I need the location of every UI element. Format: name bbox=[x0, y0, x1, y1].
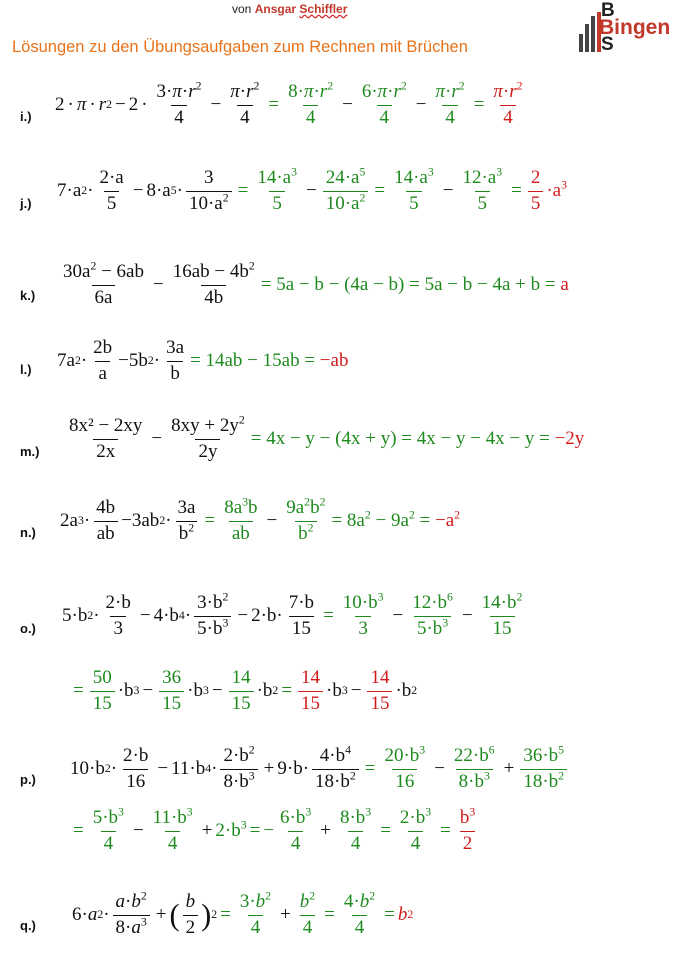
task-label-k: k.) bbox=[20, 288, 36, 303]
task-label-j: j.) bbox=[20, 196, 32, 211]
task-label-l: l.) bbox=[20, 362, 32, 377]
task-o-equation-line2: = $\frac{50}{15}$ ·b 3 − $\frac{36}{15}$ ·b 3 − $\frac{14}{15}$ ·b 2 = $\frac{14}{15}$ ·b 3 − $\frac{14}{15}$ ·b 2 bbox=[73, 667, 418, 714]
logo-bars-icon bbox=[579, 12, 601, 52]
task-label-m: m.) bbox=[20, 444, 40, 459]
task-p-equation-line1: 10·b 2 · $\frac{2\cdot b}{16}$ − 11·b 4 · $\frac{2\cdot b^2}{8\cdot b^3}$ + 9·b· $\frac{4\cdot b^4}{18\cdot b^2}$ = $\frac{20\cdot b^3}{16}$ − $\frac{22\cdot b^6}{8\cdot b^3}$ + $\frac{36\cdot b^5}{18\cdot b^2}$ bbox=[70, 746, 570, 793]
task-label-o: o.) bbox=[20, 621, 36, 636]
task-label-i: i.) bbox=[20, 109, 32, 124]
task-j-equation: 7·a 2 · $\frac{2\cdot a}{5}$ − 8·a 5 · $\frac{3}{10\cdot a^2}$ = $\frac{14\cdot a^3}{5}$ − $\frac{24\cdot a^5}{10\cdot a^2}$ = $\frac{14\cdot a^3}{5}$ − $\frac{12\cdot a^3}{5}$ = $\frac{2}{5}$ $\cdot a^3$ bbox=[57, 165, 567, 214]
task-label-p: p.) bbox=[20, 772, 36, 787]
task-i-equation: 2 · π · r 2 − 2 · $\frac{3\cdot\pi\cdot r^2}{4}$ − $\frac{\pi\cdot r^2}{4}$ = $\frac{8\cdot\pi\cdot r^2}{4}$ − $\frac{6\cdot\pi\cdot r^2}{4}$ − $\frac{\pi\cdot r^2}{4}$ = $\frac{\pi\cdot r^2}{4}$ bbox=[55, 79, 523, 128]
task-n-equation: 2a 3 · $\frac{4b}{ab}$ −3ab 2 · $\frac{3a}{b^2}$ = $\frac{8a^3b}{ab}$ − $\frac{9a^2b^2}{b^2}$ = $8a^2 - 9a^2$ = $-a^2$ bbox=[60, 495, 461, 544]
task-p-equation-line2: = $\frac{5\cdot b^3}{4}$ − $\frac{11\cdot b^3}{4}$ + $2\cdot b^3$ = − $\frac{6\cdot b^3}{4}$ + $\frac{8\cdot b^3}{4}$ = $\frac{2\cdot b^3}{4}$ = $\frac{b^3}{2}$ bbox=[73, 805, 476, 854]
task-q-equation: 6· a 2 · $\frac{a\cdot b^2}{8\cdot a^3}$ + ( $\frac{b}{2}$ ) 2 = $\frac{3\cdot b^2}{4}$ + $\frac{b^2}{4}$ = $\frac{4\cdot b^2}{4}$ = b 2 bbox=[72, 889, 414, 938]
author-line: von Ansgar Schiffler bbox=[232, 2, 348, 16]
task-l-equation: 7a 2 · $\frac{2b}{a}$ −5b 2 · $\frac{3a}{b}$ = 14ab − 15ab = −ab bbox=[57, 337, 349, 384]
page-title: Lösungen zu den Übungsaufgaben zum Rechnen mit Brüchen bbox=[12, 38, 468, 56]
task-label-q: q.) bbox=[20, 918, 36, 933]
task-label-n: n.) bbox=[20, 525, 36, 540]
author-last-name: Schiffler bbox=[299, 2, 348, 16]
bbs-bingen-logo: B Bingen S bbox=[577, 2, 687, 58]
task-o-equation-line1: 5·b 2 · $\frac{2\cdot b}{3}$ − 4·b 4 · $\frac{3\cdot b^2}{5\cdot b^3}$ − 2·b· $\frac{7\cdot b}{15}$ = $\frac{10\cdot b^3}{3}$ − $\frac{12\cdot b^6}{5\cdot b^3}$ − $\frac{14\cdot b^2}{15}$ bbox=[62, 590, 523, 639]
task-k-equation: $\frac{30a^2 - 6ab}{6a}$ − $\frac{16ab - 4b^2}{4b}$ = 5a − b − (4a − b) = 5a − b − 4a + b = a bbox=[63, 259, 569, 308]
author-first-name: Ansgar bbox=[254, 2, 297, 16]
task-m-equation: $\frac{\text{8x² − 2xy}}{2x}$ − $\frac{8xy + 2y^2}{2y}$ = 4x − y − (4x + y) = 4x − y − 4x − y = −2y bbox=[69, 413, 585, 462]
